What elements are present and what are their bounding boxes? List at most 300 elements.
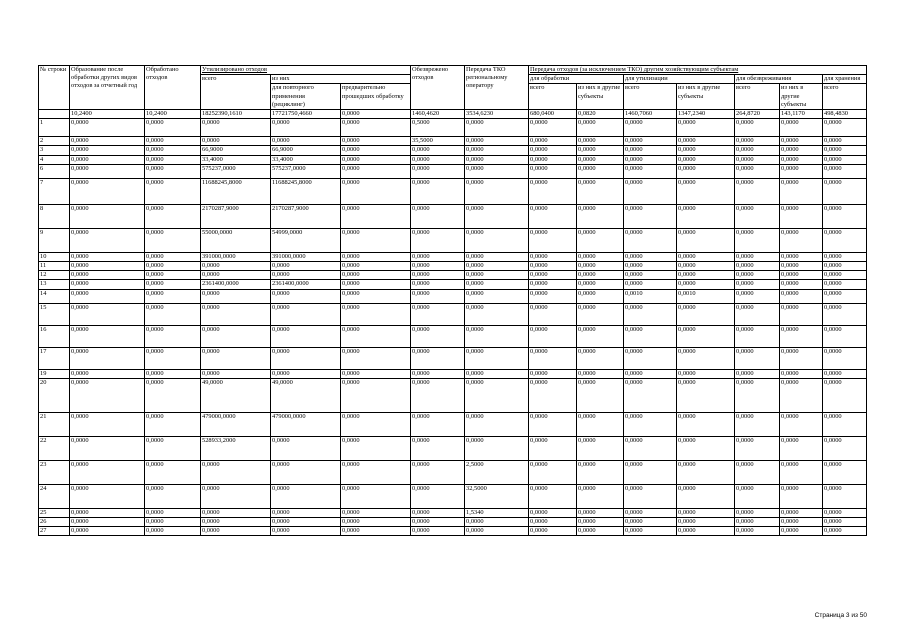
table-row bbox=[39, 252, 867, 261]
table-row bbox=[39, 280, 867, 289]
table-cell: 0,0000 bbox=[145, 137, 201, 146]
row-number-cell bbox=[39, 110, 70, 119]
table-cell: 391000,0000 bbox=[201, 252, 271, 261]
table-cell: 0,0000 bbox=[677, 252, 735, 261]
table-cell: 0,0000 bbox=[780, 137, 823, 146]
table-cell: 0,0000 bbox=[70, 508, 145, 517]
table-cell: 0,0000 bbox=[780, 484, 823, 508]
table-cell: 0,0000 bbox=[677, 460, 735, 484]
row-number-cell: 7 bbox=[39, 178, 70, 204]
table-cell: 0,0000 bbox=[823, 204, 867, 228]
table-cell: 0,0000 bbox=[780, 460, 823, 484]
table-cell: 0,0000 bbox=[735, 119, 780, 137]
table-cell: 0,0000 bbox=[624, 347, 677, 369]
table-cell: 0,0000 bbox=[823, 155, 867, 164]
table-cell: 0,0000 bbox=[529, 271, 577, 280]
table-cell: 0,0000 bbox=[341, 460, 411, 484]
table-cell: 0,0000 bbox=[201, 262, 271, 271]
table-cell: 0,0000 bbox=[735, 146, 780, 155]
table-cell: 0,0000 bbox=[529, 508, 577, 517]
table-cell: 0,0000 bbox=[735, 378, 780, 412]
table-cell: 0,0000 bbox=[624, 484, 677, 508]
table-cell: 0,0000 bbox=[145, 527, 201, 536]
row-number-cell: 14 bbox=[39, 289, 70, 303]
table-cell: 0,0000 bbox=[341, 155, 411, 164]
table-cell: 575237,0000 bbox=[201, 164, 271, 178]
table-row bbox=[39, 484, 867, 508]
table-cell: 0,0000 bbox=[145, 289, 201, 303]
header-processing-total: всего bbox=[529, 84, 577, 110]
row-number-cell: 26 bbox=[39, 518, 70, 527]
table-cell: 0,0000 bbox=[271, 262, 341, 271]
table-cell: 0,0000 bbox=[465, 280, 529, 289]
table-cell: 0,0000 bbox=[677, 347, 735, 369]
table-cell: 0,0000 bbox=[465, 146, 529, 155]
table-cell: 66,9000 bbox=[201, 146, 271, 155]
table-cell: 0,0000 bbox=[529, 262, 577, 271]
table-cell: 0,0000 bbox=[341, 110, 411, 119]
table-cell: 33,4000 bbox=[271, 155, 341, 164]
table-row bbox=[39, 412, 867, 436]
table-cell: 0,0000 bbox=[677, 527, 735, 536]
table-cell: 0,0000 bbox=[529, 178, 577, 204]
table-cell: 0,0000 bbox=[271, 137, 341, 146]
table-row bbox=[39, 289, 867, 303]
table-cell: 0,0000 bbox=[411, 460, 465, 484]
table-cell: 0,0000 bbox=[411, 146, 465, 155]
table-cell: 0,0000 bbox=[624, 527, 677, 536]
table-cell: 0,0000 bbox=[201, 137, 271, 146]
header-utilization-other: из них в другие субъекты bbox=[677, 84, 735, 110]
table-cell: 0,0000 bbox=[529, 484, 577, 508]
table-cell: 0,0000 bbox=[70, 119, 145, 137]
table-cell: 0,0000 bbox=[70, 518, 145, 527]
table-cell: 0,0000 bbox=[465, 527, 529, 536]
table-cell: 0,0000 bbox=[735, 271, 780, 280]
table-cell: 0,0000 bbox=[70, 137, 145, 146]
table-row bbox=[39, 347, 867, 369]
table-cell: 0,0000 bbox=[823, 280, 867, 289]
table-cell: 0,0000 bbox=[823, 146, 867, 155]
table-cell: 11688245,8000 bbox=[201, 178, 271, 204]
table-cell: 0,0000 bbox=[341, 325, 411, 347]
table-cell: 0,0000 bbox=[577, 436, 624, 460]
table-cell: 0,0000 bbox=[677, 164, 735, 178]
table-cell: 0,0000 bbox=[465, 289, 529, 303]
table-cell: 0,0010 bbox=[677, 289, 735, 303]
table-cell: 0,0000 bbox=[577, 518, 624, 527]
table-cell: 0,0000 bbox=[70, 228, 145, 252]
table-cell: 0,0000 bbox=[529, 146, 577, 155]
table-cell: 0,0000 bbox=[411, 325, 465, 347]
row-number-cell: 19 bbox=[39, 369, 70, 378]
header-processing-other: из них в другие субъекты bbox=[577, 84, 624, 110]
table-cell: 0,0000 bbox=[201, 508, 271, 517]
row-number-cell: 15 bbox=[39, 303, 70, 325]
table-cell: 0,0000 bbox=[529, 228, 577, 252]
table-cell: 0,0000 bbox=[577, 119, 624, 137]
table-cell: 0,0000 bbox=[624, 412, 677, 436]
table-cell: 0,0000 bbox=[735, 204, 780, 228]
table-cell: 0,0000 bbox=[624, 146, 677, 155]
table-cell: 0,0000 bbox=[145, 271, 201, 280]
table-cell: 0,0000 bbox=[201, 527, 271, 536]
table-cell: 0,0000 bbox=[823, 289, 867, 303]
table-cell: 0,0000 bbox=[529, 460, 577, 484]
table-cell: 0,0000 bbox=[145, 347, 201, 369]
table-cell: 0,0000 bbox=[677, 271, 735, 280]
table-cell: 0,0000 bbox=[411, 280, 465, 289]
row-number-cell: 16 bbox=[39, 325, 70, 347]
row-number-cell: 17 bbox=[39, 347, 70, 369]
table-cell: 0,0000 bbox=[735, 484, 780, 508]
table-cell: 0,0000 bbox=[341, 289, 411, 303]
table-cell: 0,0000 bbox=[780, 228, 823, 252]
header-utilization-total: всего bbox=[624, 84, 677, 110]
table-cell: 0,0000 bbox=[735, 228, 780, 252]
table-cell: 0,0000 bbox=[411, 178, 465, 204]
table-cell: 0,0000 bbox=[735, 325, 780, 347]
header-transfer-neutralization: для обезвреживания bbox=[735, 75, 823, 84]
table-cell: 0,0000 bbox=[341, 378, 411, 412]
table-cell: 0,0000 bbox=[735, 137, 780, 146]
table-cell: 0,0000 bbox=[577, 378, 624, 412]
table-cell: 0,0000 bbox=[735, 303, 780, 325]
table-cell: 0,0000 bbox=[529, 303, 577, 325]
table-cell: 0,0000 bbox=[624, 303, 677, 325]
table-cell: 0,0000 bbox=[465, 178, 529, 204]
table-cell: 680,0400 bbox=[529, 110, 577, 119]
table-cell: 0,0000 bbox=[70, 178, 145, 204]
table-cell: 0,0000 bbox=[677, 436, 735, 460]
table-cell: 0,0000 bbox=[70, 527, 145, 536]
waste-report-table bbox=[38, 65, 867, 536]
table-cell: 0,0000 bbox=[823, 303, 867, 325]
table-cell: 0,0000 bbox=[529, 252, 577, 261]
table-cell: 0,0000 bbox=[624, 164, 677, 178]
table-row bbox=[39, 119, 867, 137]
row-number-cell: 22 bbox=[39, 436, 70, 460]
table-cell: 0,0000 bbox=[201, 369, 271, 378]
header-utilized-reuse: для повторного применения (рециклинг) bbox=[271, 84, 341, 110]
table-row bbox=[39, 303, 867, 325]
table-cell: 0,0000 bbox=[271, 484, 341, 508]
table-cell: 0,0000 bbox=[271, 508, 341, 517]
table-cell: 0,0000 bbox=[823, 378, 867, 412]
table-cell: 0,0000 bbox=[201, 484, 271, 508]
row-number-cell: 9 bbox=[39, 228, 70, 252]
table-cell: 0,0000 bbox=[823, 252, 867, 261]
table-row bbox=[39, 262, 867, 271]
table-cell: 0,0000 bbox=[823, 484, 867, 508]
table-cell: 0,0000 bbox=[341, 412, 411, 436]
table-cell: 0,0000 bbox=[780, 119, 823, 137]
table-cell: 0,0000 bbox=[341, 146, 411, 155]
table-cell: 0,0820 bbox=[577, 110, 624, 119]
header-transfer-processing: для обработки bbox=[529, 75, 624, 84]
table-cell: 0,0000 bbox=[145, 119, 201, 137]
table-row bbox=[39, 527, 867, 536]
table-cell: 0,0000 bbox=[271, 527, 341, 536]
table-cell: 0,0000 bbox=[823, 412, 867, 436]
row-number-cell: 27 bbox=[39, 527, 70, 536]
page-number: Страница 3 из 50 bbox=[814, 612, 867, 619]
table-cell: 0,0000 bbox=[823, 518, 867, 527]
table-cell: 0,0000 bbox=[201, 518, 271, 527]
table-row bbox=[39, 460, 867, 484]
table-cell: 0,0000 bbox=[411, 303, 465, 325]
table-cell: 0,0000 bbox=[145, 460, 201, 484]
table-cell: 0,0000 bbox=[465, 518, 529, 527]
table-cell: 66,9000 bbox=[271, 146, 341, 155]
table-cell: 0,0000 bbox=[624, 252, 677, 261]
table-cell: 0,0000 bbox=[411, 164, 465, 178]
table-cell: 0,0000 bbox=[411, 228, 465, 252]
table-cell: 11688245,8000 bbox=[271, 178, 341, 204]
table-cell: 0,0000 bbox=[677, 378, 735, 412]
table-cell: 0,0000 bbox=[271, 518, 341, 527]
table-cell: 0,0000 bbox=[341, 228, 411, 252]
table-cell: 0,0000 bbox=[624, 460, 677, 484]
table-row bbox=[39, 146, 867, 155]
table-cell: 0,0000 bbox=[677, 146, 735, 155]
table-cell: 0,0000 bbox=[735, 527, 780, 536]
table-row bbox=[39, 178, 867, 204]
table-cell: 0,0000 bbox=[70, 252, 145, 261]
table-cell: 0,0000 bbox=[529, 527, 577, 536]
table-cell: 528933,2000 bbox=[201, 436, 271, 460]
header-tko-transfer: Передача ТКО региональному оператору bbox=[465, 66, 529, 110]
table-cell: 0,0000 bbox=[677, 518, 735, 527]
table-cell: 0,0000 bbox=[201, 325, 271, 347]
table-cell: 0,0000 bbox=[341, 252, 411, 261]
table-cell: 0,0000 bbox=[201, 347, 271, 369]
table-cell: 0,0000 bbox=[201, 289, 271, 303]
table-cell: 0,0000 bbox=[677, 119, 735, 137]
table-cell: 0,0000 bbox=[145, 146, 201, 155]
table-cell: 0,0000 bbox=[577, 252, 624, 261]
table-cell: 0,0000 bbox=[145, 325, 201, 347]
table-cell: 0,0000 bbox=[529, 369, 577, 378]
table-cell: 498,4830 bbox=[823, 110, 867, 119]
header-transfer-storage: для хранения bbox=[823, 75, 867, 84]
table-cell: 0,0000 bbox=[70, 164, 145, 178]
table-cell: 0,0000 bbox=[465, 137, 529, 146]
table-cell: 0,0000 bbox=[823, 178, 867, 204]
table-cell: 0,0000 bbox=[780, 252, 823, 261]
table-cell: 0,0000 bbox=[823, 228, 867, 252]
table-cell: 0,0000 bbox=[145, 484, 201, 508]
table-cell: 0,0000 bbox=[735, 347, 780, 369]
table-cell: 0,0000 bbox=[780, 155, 823, 164]
table-cell: 0,0000 bbox=[341, 280, 411, 289]
table-cell: 10,2400 bbox=[145, 110, 201, 119]
table-cell: 0,0000 bbox=[823, 347, 867, 369]
table-cell: 0,0000 bbox=[577, 303, 624, 325]
table-cell: 0,0000 bbox=[341, 119, 411, 137]
table-cell: 0,0000 bbox=[70, 262, 145, 271]
table-cell: 0,0000 bbox=[465, 252, 529, 261]
table-cell: 0,0000 bbox=[271, 460, 341, 484]
table-cell: 0,0000 bbox=[145, 280, 201, 289]
table-row bbox=[39, 436, 867, 460]
header-utilized-of-them: из них bbox=[271, 75, 411, 84]
table-cell: 0,0000 bbox=[529, 280, 577, 289]
table-cell: 0,0000 bbox=[780, 178, 823, 204]
table-cell: 18252390,1610 bbox=[201, 110, 271, 119]
table-cell: 479000,0000 bbox=[271, 412, 341, 436]
table-cell: 0,0000 bbox=[577, 146, 624, 155]
table-cell: 0,0000 bbox=[341, 508, 411, 517]
table-cell: 0,0000 bbox=[624, 155, 677, 164]
table-cell: 0,0000 bbox=[411, 155, 465, 164]
row-number-cell: 6 bbox=[39, 164, 70, 178]
table-cell: 0,0000 bbox=[465, 155, 529, 164]
table-cell: 0,0000 bbox=[271, 289, 341, 303]
table-cell: 0,0000 bbox=[677, 508, 735, 517]
table-cell: 0,0000 bbox=[677, 325, 735, 347]
table-cell: 0,0000 bbox=[70, 436, 145, 460]
table-cell: 0,0000 bbox=[70, 378, 145, 412]
table-cell: 0,0000 bbox=[577, 280, 624, 289]
table-row bbox=[39, 137, 867, 146]
table-cell: 0,0000 bbox=[735, 518, 780, 527]
table-cell: 0,0000 bbox=[624, 508, 677, 517]
table-cell: 0,0000 bbox=[411, 518, 465, 527]
table-cell: 0,0000 bbox=[411, 271, 465, 280]
table-cell: 35,5000 bbox=[411, 137, 465, 146]
table-cell: 0,0000 bbox=[271, 119, 341, 137]
table-cell: 0,0000 bbox=[341, 347, 411, 369]
table-cell: 0,0000 bbox=[465, 369, 529, 378]
table-cell: 0,0000 bbox=[145, 378, 201, 412]
table-cell: 0,0000 bbox=[529, 289, 577, 303]
table-cell: 0,0000 bbox=[529, 518, 577, 527]
table-cell: 0,0000 bbox=[823, 137, 867, 146]
table-cell: 0,0000 bbox=[735, 178, 780, 204]
table-cell: 0,0000 bbox=[145, 204, 201, 228]
table-cell: 0,0000 bbox=[271, 436, 341, 460]
table-cell: 0,0000 bbox=[465, 347, 529, 369]
table-cell: 0,0000 bbox=[341, 164, 411, 178]
table-cell: 0,0000 bbox=[780, 204, 823, 228]
table-cell: 575237,0000 bbox=[271, 164, 341, 178]
table-cell: 0,0000 bbox=[145, 303, 201, 325]
table-cell: 0,0000 bbox=[624, 271, 677, 280]
row-number-cell: 20 bbox=[39, 378, 70, 412]
row-number-cell: 23 bbox=[39, 460, 70, 484]
table-cell: 0,0000 bbox=[780, 436, 823, 460]
table-cell: 0,0000 bbox=[70, 347, 145, 369]
table-row bbox=[39, 378, 867, 412]
table-row bbox=[39, 155, 867, 164]
table-body bbox=[39, 110, 867, 536]
table-cell: 0,0000 bbox=[271, 271, 341, 280]
table-cell: 0,0000 bbox=[624, 119, 677, 137]
table-cell: 0,0000 bbox=[823, 164, 867, 178]
table-cell: 0,0000 bbox=[70, 280, 145, 289]
table-cell: 0,0000 bbox=[735, 412, 780, 436]
table-cell: 0,0010 bbox=[624, 289, 677, 303]
table-cell: 0,0000 bbox=[577, 178, 624, 204]
table-cell: 0,0000 bbox=[70, 460, 145, 484]
table-cell: 0,0000 bbox=[677, 412, 735, 436]
table-cell: 0,0000 bbox=[411, 204, 465, 228]
header-neutralization-total: всего bbox=[735, 84, 780, 110]
table-cell: 0,0000 bbox=[341, 178, 411, 204]
table-cell: 0,0000 bbox=[780, 347, 823, 369]
table-cell: 0,0000 bbox=[145, 164, 201, 178]
row-number-cell: 3 bbox=[39, 146, 70, 155]
table-row bbox=[39, 228, 867, 252]
table-cell: 0,0000 bbox=[411, 484, 465, 508]
table-cell: 0,0000 bbox=[823, 369, 867, 378]
table-cell: 0,0000 bbox=[341, 137, 411, 146]
table-cell: 2170287,9000 bbox=[201, 204, 271, 228]
table-cell: 0,0000 bbox=[201, 303, 271, 325]
table-cell: 0,0000 bbox=[411, 378, 465, 412]
table-cell: 0,0000 bbox=[577, 412, 624, 436]
table-cell: 0,0000 bbox=[677, 204, 735, 228]
table-cell: 0,0000 bbox=[341, 303, 411, 325]
table-row bbox=[39, 508, 867, 517]
table-cell: 0,0000 bbox=[735, 460, 780, 484]
table-cell: 32,5000 bbox=[465, 484, 529, 508]
table-cell: 0,0000 bbox=[624, 262, 677, 271]
table-cell: 0,0000 bbox=[465, 303, 529, 325]
table-cell: 0,0000 bbox=[577, 137, 624, 146]
table-cell: 0,0000 bbox=[624, 137, 677, 146]
table-row bbox=[39, 164, 867, 178]
header-utilized-total: всего bbox=[201, 75, 271, 110]
table-cell: 0,0000 bbox=[411, 527, 465, 536]
table-cell: 0,0000 bbox=[201, 271, 271, 280]
table-cell: 0,0000 bbox=[145, 262, 201, 271]
table-cell: 0,0000 bbox=[823, 527, 867, 536]
report-page bbox=[38, 65, 866, 536]
table-cell: 0,0000 bbox=[735, 508, 780, 517]
table-cell: 1,5340 bbox=[465, 508, 529, 517]
row-number-cell: 25 bbox=[39, 508, 70, 517]
table-cell: 0,0000 bbox=[465, 164, 529, 178]
table-cell: 0,0000 bbox=[411, 412, 465, 436]
table-cell: 2361400,0000 bbox=[271, 280, 341, 289]
table-cell: 0,0000 bbox=[577, 155, 624, 164]
table-cell: 1460,7060 bbox=[624, 110, 677, 119]
table-cell: 264,8720 bbox=[735, 110, 780, 119]
row-number-cell: 1 bbox=[39, 119, 70, 137]
row-number-cell: 21 bbox=[39, 412, 70, 436]
table-cell: 0,0000 bbox=[577, 508, 624, 517]
table-cell: 0,0000 bbox=[341, 369, 411, 378]
table-cell: 0,0000 bbox=[145, 228, 201, 252]
table-cell: 2,5000 bbox=[465, 460, 529, 484]
table-cell: 0,0000 bbox=[624, 518, 677, 527]
table-cell: 0,0000 bbox=[577, 460, 624, 484]
table-cell: 0,0000 bbox=[341, 484, 411, 508]
table-cell: 0,0000 bbox=[70, 271, 145, 280]
table-cell: 0,0000 bbox=[529, 325, 577, 347]
table-cell: 0,0000 bbox=[677, 178, 735, 204]
header-processed: Обработано отходов bbox=[145, 66, 201, 110]
table-cell: 0,0000 bbox=[271, 347, 341, 369]
table-cell: 0,0000 bbox=[70, 303, 145, 325]
table-cell: 0,0000 bbox=[577, 527, 624, 536]
header-neutralized: Обезврежено отходов bbox=[411, 66, 465, 110]
table-cell: 0,0000 bbox=[70, 204, 145, 228]
table-cell: 0,0000 bbox=[823, 436, 867, 460]
table-cell: 0,0000 bbox=[577, 204, 624, 228]
